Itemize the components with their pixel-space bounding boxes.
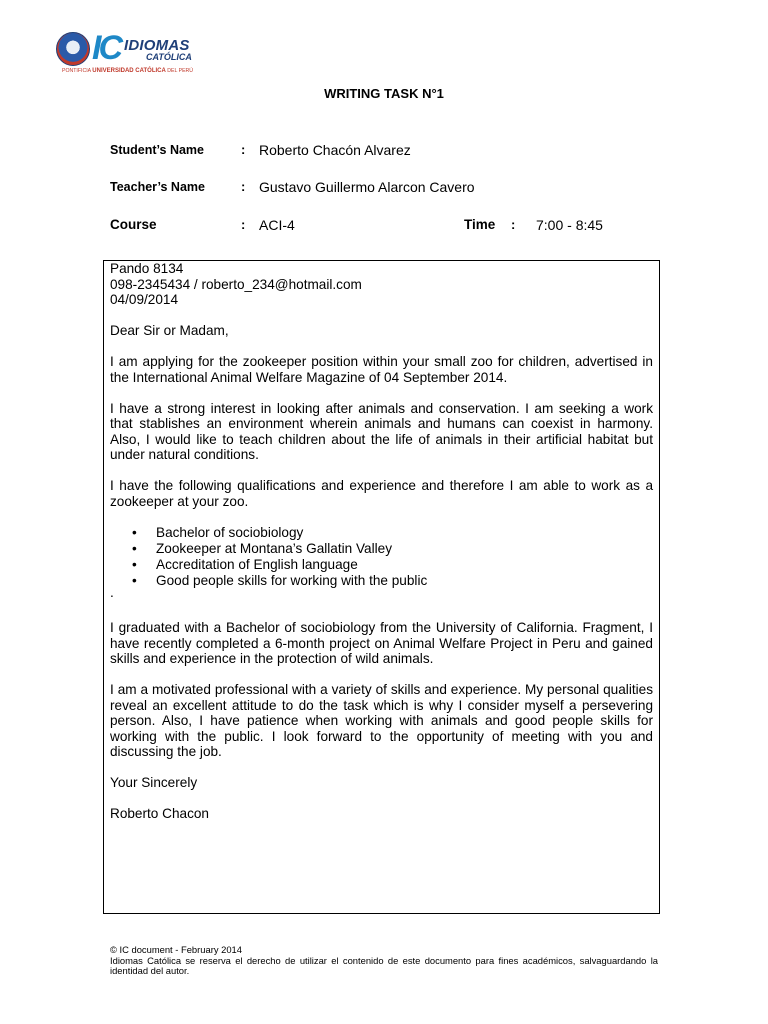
university-name [62, 68, 193, 74]
course-value: ACI-4 [259, 217, 295, 233]
footer-disclaimer: Idiomas Católica se reserva el derecho de utilizar el contenido de este documento para fines académicos, salvaguardando la identidad del autor. [110, 954, 658, 976]
bullet-icon: • [132, 556, 137, 572]
institution-logo [56, 30, 216, 82]
paragraph: I am a motivated professional with a variety of skills and experience. My personal qualities reveal an excellent attitude to do the task which is why I consider myself a persevering person. Also, I have patience when working with animals and good people skills for working with the public. I look forward to the opportunity of meeting with you and discussing the job. [110, 682, 653, 760]
brand-subtitle: CATÓLICA [146, 52, 192, 62]
bullet-icon: • [132, 573, 137, 589]
paragraph: I have the following qualifications and experience and therefore I am able to work as a zookeeper at your zoo. [110, 478, 653, 509]
paragraph: I am applying for the zookeeper position within your small zoo for children, advertised in the International Animal Welfare Magazine of 04 September 2014. [110, 354, 653, 385]
sender-address [110, 261, 653, 308]
paragraph: I graduated with a Bachelor of sociobiology from the University of California. Fragment, I have recently completed a 6-month project on Animal Welfare Project in Peru and gained skills and experience in the protection of wild animals. [110, 620, 653, 667]
list-item-text: Bachelor of sociobiology [156, 524, 304, 540]
time-label: Time [464, 217, 496, 232]
page-title: WRITING TASK N°1 [324, 86, 444, 101]
university-seal-icon [56, 32, 90, 66]
letter-box [103, 260, 660, 914]
list-item-text: Accreditation of English language [156, 556, 358, 572]
list-item [110, 557, 653, 573]
list-item [110, 525, 653, 541]
letter-body [110, 261, 653, 837]
university-suffix: DEL PERÚ [167, 68, 194, 74]
paragraph: I have a strong interest in looking after animals and conservation. I am seeking a work that stablishes an environment wherein animals and humans can coexist in harmony. Also, I would like to teach children about the life of animals in their artificial habitat but under natural conditions. [110, 400, 653, 462]
address-line: Pando 8134 [110, 261, 184, 276]
qualifications-list [110, 525, 653, 590]
stray-dot: . [110, 585, 114, 601]
footer [110, 945, 658, 977]
student-name-label: Student’s Name [110, 143, 205, 157]
student-name-value: Roberto Chacón Alvarez [259, 142, 411, 158]
letter-date: 04/09/2014 [110, 292, 179, 307]
bullet-icon: • [132, 540, 137, 556]
list-item [110, 573, 653, 589]
teacher-name-value: Gustavo Guillermo Alarcon Cavero [259, 179, 475, 195]
signature: Roberto Chacon [110, 806, 209, 822]
contact-line: 098-2345434 / roberto_234@hotmail.com [110, 276, 362, 292]
brand-name: IDIOMAS [124, 37, 190, 54]
list-item-text: Zookeeper at Montana’s Gallatin Valley [156, 540, 393, 556]
course-label: Course [110, 217, 157, 232]
university-main: UNIVERSIDAD CATÓLICA [92, 68, 166, 74]
student-name-colon: : [241, 142, 246, 157]
greeting: Dear Sir or Madam, [110, 323, 229, 338]
teacher-name-label: Teacher’s Name [110, 180, 205, 194]
list-item [110, 541, 653, 557]
closing: Your Sincerely [110, 775, 198, 791]
ic-logo-mark: IC [92, 29, 120, 67]
course-colon: : [241, 217, 246, 232]
teacher-name-colon: : [241, 179, 246, 194]
list-item-text: Good people skills for working with the public [156, 573, 428, 589]
university-prefix: PONTIFICIA [62, 68, 91, 74]
time-colon: : [511, 217, 516, 232]
bullet-icon: • [132, 524, 137, 540]
copyright-line: © IC document - February 2014 [110, 944, 242, 955]
time-value: 7:00 - 8:45 [536, 217, 603, 233]
